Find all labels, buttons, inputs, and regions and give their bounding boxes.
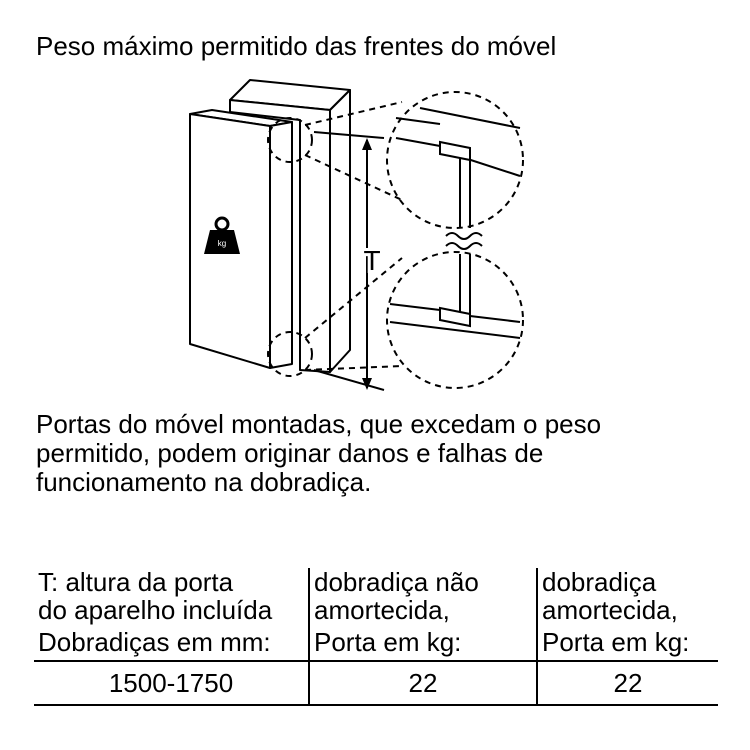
row-damped-weight: 22 <box>537 661 718 705</box>
warning-line: Portas do móvel montadas, que excedam o peso <box>36 409 602 439</box>
cabinet-side <box>330 90 350 372</box>
warning-line: funcionamento na dobradiça. <box>36 467 372 497</box>
header-damped-hinge: dobradiça amortecida, <box>537 568 718 624</box>
table-header-row <box>34 568 718 624</box>
hinge-weight-table <box>34 568 718 706</box>
page-title: Peso máximo permitido das frentes do móvel <box>36 31 557 61</box>
height-marker: T <box>363 245 381 276</box>
weight-label: kg <box>217 239 227 248</box>
top-hinge-zoom-circle <box>387 92 523 228</box>
header-undamped-hinge: dobradiça não amortecida, <box>309 568 537 624</box>
subheader-door-kg: Porta em kg: <box>537 624 718 661</box>
weight-warning <box>36 410 726 497</box>
warning-line: permitido, podem originar danos e falhas de <box>36 438 544 468</box>
header-door-height: T: altura da porta do aparelho incluída <box>38 567 273 625</box>
table-subheader-row <box>34 624 718 661</box>
row-undamped-weight: 22 <box>309 661 537 705</box>
subheader-hinges-mm: Dobradiças em mm: <box>38 627 271 657</box>
row-height-range: 1500-1750 <box>34 661 309 705</box>
table-row <box>34 661 718 705</box>
subheader-door-kg: Porta em kg: <box>309 624 537 661</box>
